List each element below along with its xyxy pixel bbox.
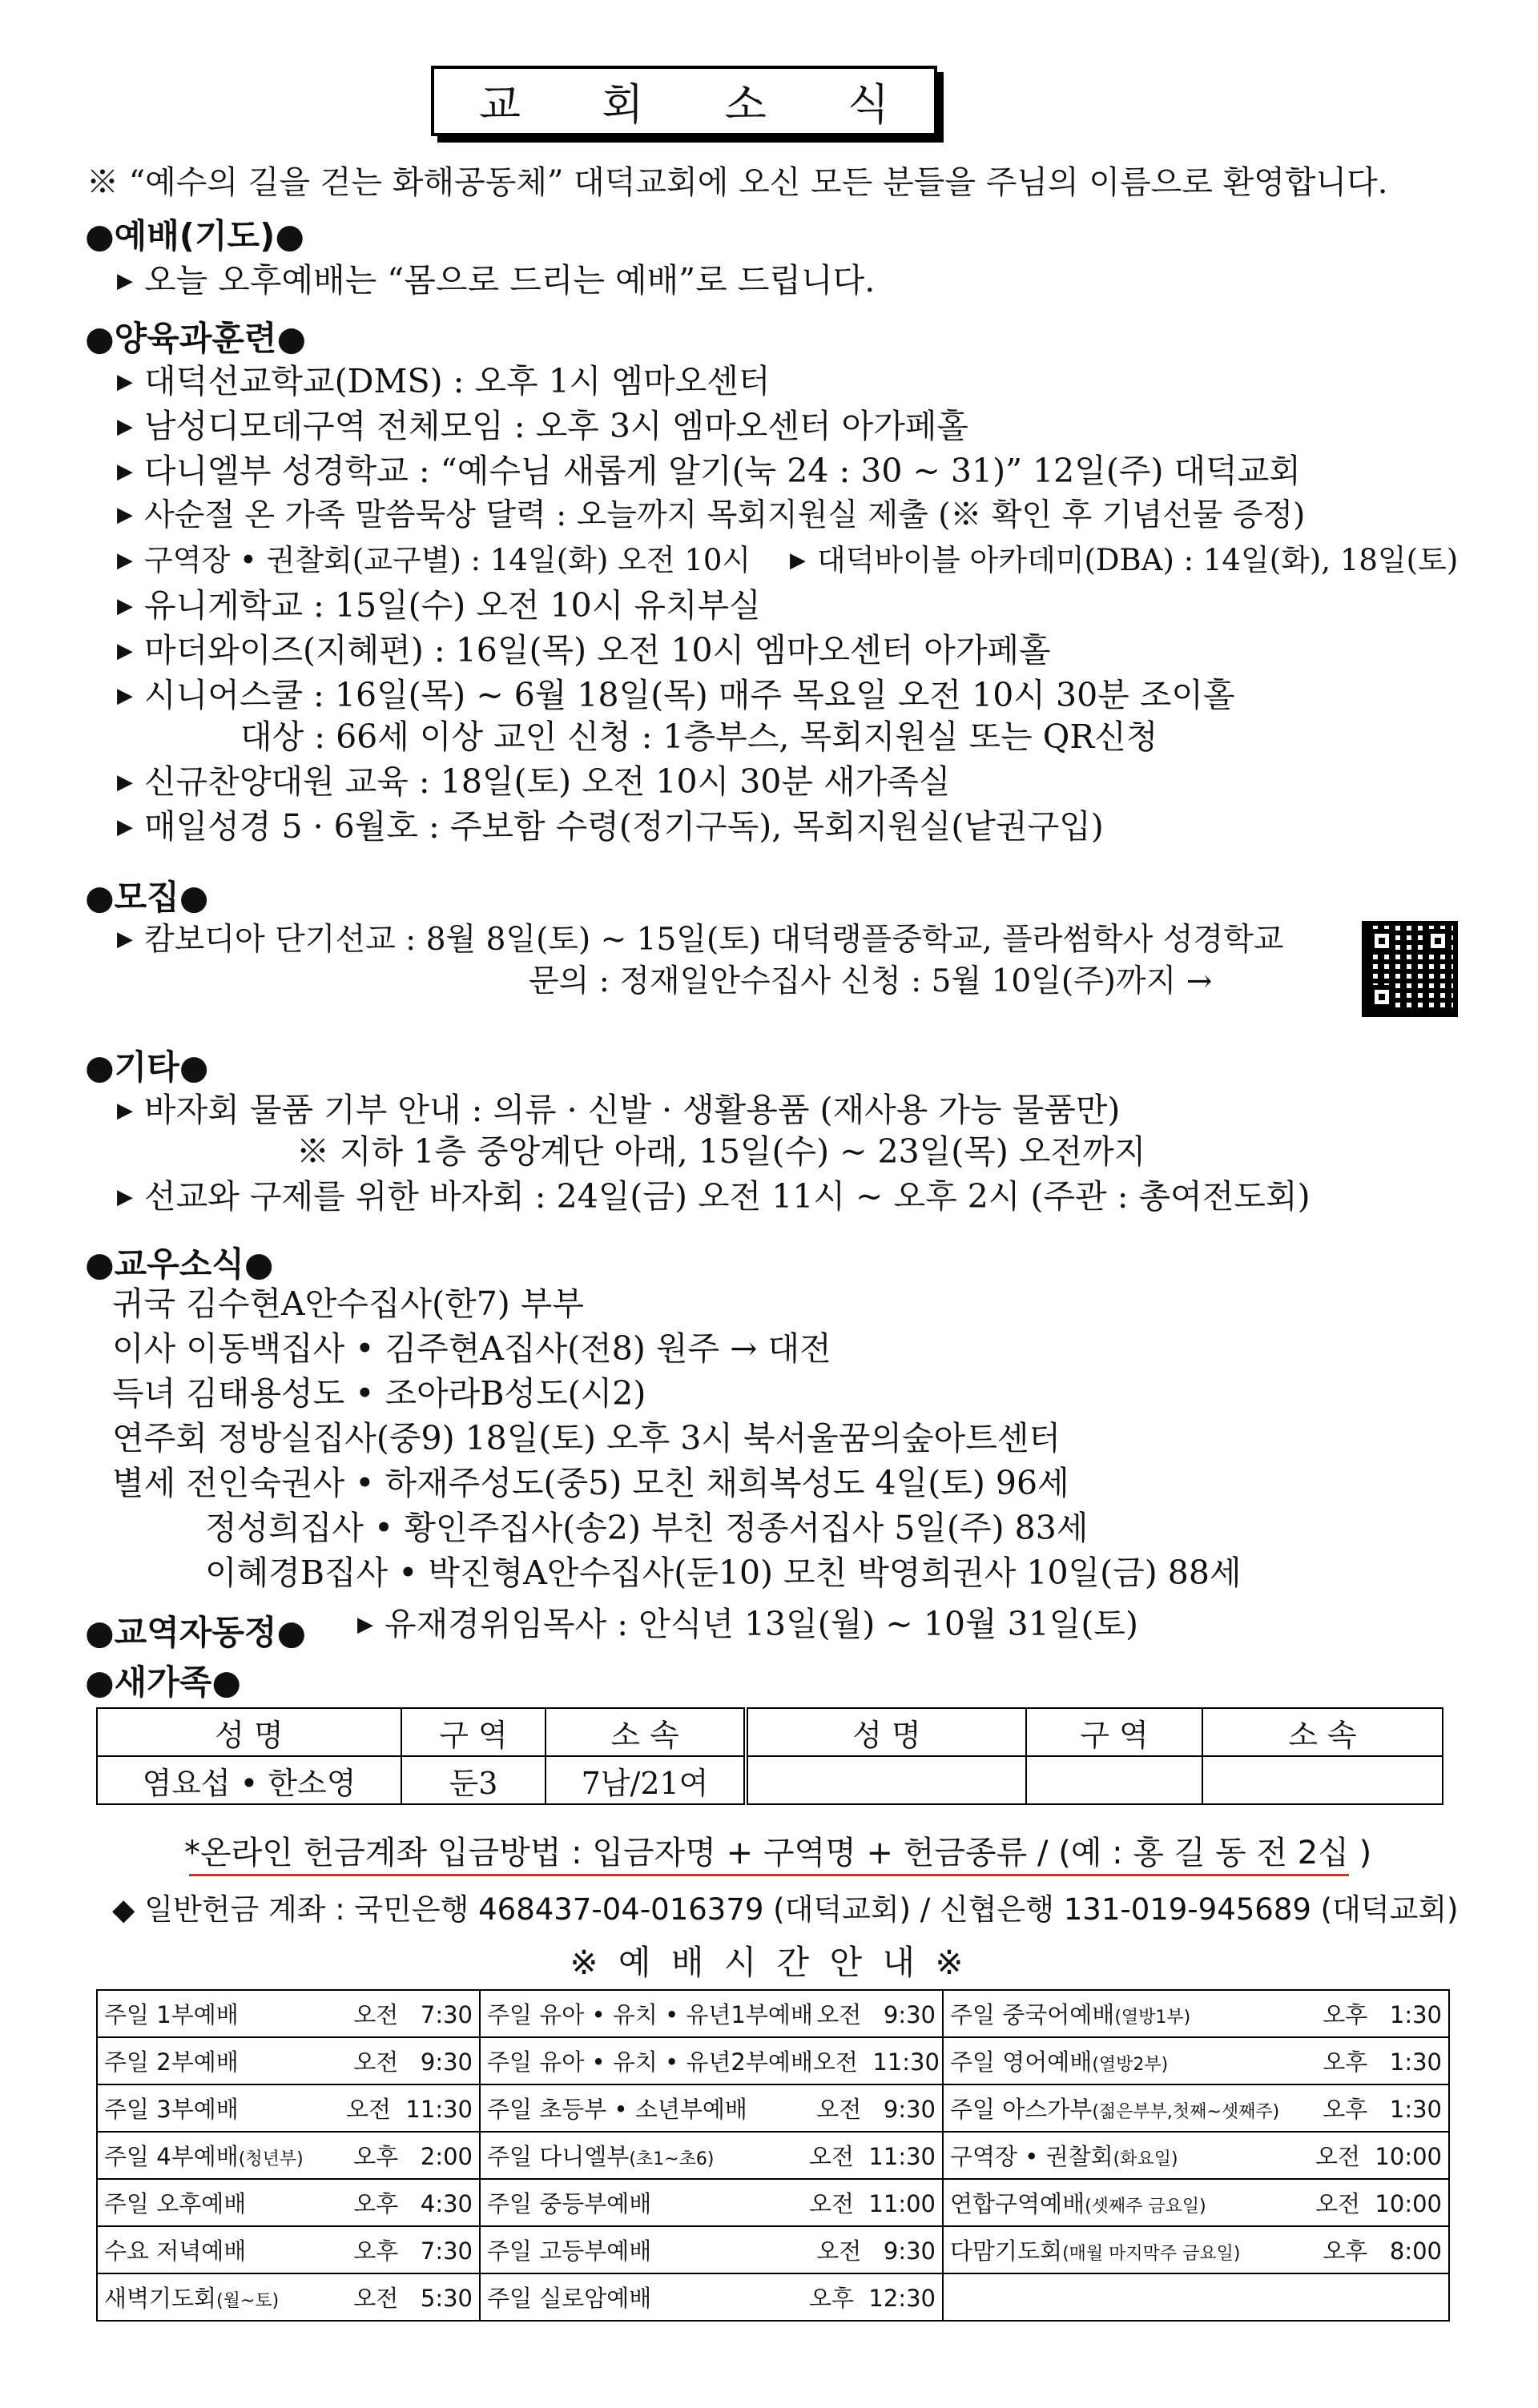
- service-name: [487, 2281, 651, 2314]
- schedule-entry: [104, 2281, 473, 2314]
- schedule-cell: [480, 2132, 943, 2179]
- list-item: ▶ 선교와 구제를 위한 바자회 : 24일(금) 오전 11시 ~ 오후 2시 (주관 : 총여전도회): [117, 1177, 1311, 1216]
- service-name-text: 주일 고등부예배: [487, 2237, 652, 2265]
- header-cell: 소 속: [546, 1708, 746, 1756]
- service-name: [950, 2233, 1241, 2266]
- service-name-text: 새벽기도회: [104, 2285, 217, 2312]
- bullet-triangle-icon: ▶: [117, 770, 133, 794]
- schedule-entry: [104, 2092, 473, 2125]
- service-name-text: 주일 1부예배: [104, 2001, 239, 2028]
- table-row: [97, 2179, 1449, 2226]
- schedule-entry: [950, 2139, 1442, 2172]
- service-schedule-table: [96, 1989, 1450, 2322]
- list-item: ▶ 유니게학교 : 15일(수) 오전 10시 유치부실: [117, 586, 761, 625]
- list-item: ※ 지하 1층 중앙계단 아래, 15일(수) ~ 23일(목) 오전까지: [296, 1132, 1146, 1171]
- service-name: [104, 2092, 239, 2125]
- list-item: ▶ 다니엘부 성경학교 : “예수님 새롭게 알기(눅 24 : 30 ~ 31)” 12일(주) 대덕교회: [117, 452, 1301, 490]
- page-title: 교 회 소 식: [431, 66, 937, 136]
- service-name-text: 주일 유아 • 유치 • 유년2부예배: [487, 2048, 813, 2076]
- service-name: [487, 2139, 714, 2172]
- service-name: [487, 1997, 813, 2030]
- service-name-text: 주일 오후예배: [104, 2190, 247, 2217]
- schedule-cell: [480, 1990, 943, 2037]
- table-cell: 염요섭 • 한소영: [97, 1756, 401, 1804]
- service-name-text: 수요 저녁예배: [104, 2237, 247, 2265]
- service-name-text: 주일 3부예배: [104, 2096, 239, 2123]
- service-time: 오후 12:30: [808, 2285, 936, 2312]
- bullet-triangle-icon: ▶: [117, 1184, 133, 1209]
- service-name: [950, 2044, 1168, 2077]
- service-time: 오전 9:30: [816, 2001, 936, 2028]
- service-note: (월~토): [216, 2291, 280, 2311]
- schedule-cell: [943, 2273, 1449, 2321]
- schedule-cell: [943, 2132, 1449, 2179]
- list-item: ▶ 구역장 • 권찰회(교구별) : 14일(화) 오전 10시: [117, 541, 751, 582]
- service-name: [104, 1997, 239, 2030]
- table-header-row: [97, 1708, 1443, 1756]
- service-note: (열방1부): [1114, 2008, 1191, 2028]
- table-cell: [1202, 1756, 1443, 1804]
- bullet-triangle-icon: ▶: [117, 503, 133, 527]
- service-note: (젊은부부,첫째~셋째주): [1092, 2102, 1280, 2122]
- service-time: 오전 11:30: [812, 2048, 940, 2076]
- schedule-entry: [487, 2092, 936, 2125]
- schedule-cell: [480, 2084, 943, 2132]
- section-heading-training: ●양육과훈련●: [85, 319, 307, 358]
- schedule-entry: [950, 2092, 1442, 2125]
- service-note: (화요일): [1113, 2149, 1178, 2169]
- header-cell: 구 역: [1026, 1708, 1202, 1756]
- list-item: 정성희집사 • 황인주집사(송2) 부친 정종서집사 5일(주) 83세: [205, 1509, 1089, 1547]
- table-cell: [1026, 1756, 1202, 1804]
- service-name: [950, 2186, 1206, 2219]
- service-time: 오후 4:30: [353, 2190, 473, 2217]
- service-name-text: 주일 4부예배: [104, 2143, 239, 2170]
- service-time: 오전 5:30: [353, 2285, 473, 2312]
- schedule-cell: [97, 2226, 480, 2273]
- list-item: ▶ 캄보디아 단기선교 : 8월 8일(토) ~ 15일(토) 대덕랭플중학교, 플라썸학사 성경학교: [117, 922, 1284, 958]
- service-time: 오전 11:00: [808, 2190, 936, 2217]
- new-family-table: [96, 1707, 1443, 1805]
- schedule-entry: [950, 2186, 1442, 2219]
- list-item: ▶ 신규찬양대원 교육 : 18일(토) 오전 10시 30분 새가족실: [117, 762, 951, 801]
- header-cell: 구 역: [401, 1708, 546, 1756]
- section-heading-recruit: ●모집●: [85, 878, 209, 917]
- list-item: ▶ 매일성경 5 · 6월호 : 주보함 수령(정기구독), 목회지원실(낱권구입): [117, 807, 1104, 846]
- service-time: 오전 10:00: [1315, 2143, 1442, 2170]
- schedule-entry: [487, 2233, 936, 2266]
- list-item: ▶ 오늘 오후예배는 “몸으로 드리는 예배”로 드립니다.: [117, 261, 876, 299]
- section-heading-etc: ●기타●: [85, 1047, 209, 1087]
- list-item: ▶ 남성디모데구역 전체모임 : 오후 3시 엠마오센터 아가페홀: [117, 407, 969, 445]
- service-name-text: 주일 중등부예배: [487, 2190, 652, 2217]
- list-item: 연주회 정방실집사(중9) 18일(토) 오후 3시 북서울꿈의숲아트센터: [112, 1419, 1061, 1457]
- table-row: [97, 2273, 1449, 2321]
- service-name: [104, 2044, 239, 2077]
- schedule-cell: [943, 1990, 1449, 2037]
- header-cell: 성 명: [97, 1708, 401, 1756]
- list-item: 이혜경B집사 • 박진형A안수집사(둔10) 모친 박영희권사 10일(금) 88세: [205, 1554, 1242, 1592]
- schedule-cell: [97, 2179, 480, 2226]
- schedule-entry: [487, 2139, 936, 2172]
- schedule-cell: [480, 2226, 943, 2273]
- list-item: ▶ 대덕선교학교(DMS) : 오후 1시 엠마오센터: [117, 362, 771, 400]
- service-name: [104, 2186, 246, 2219]
- bullet-triangle-icon: ▶: [790, 548, 806, 573]
- service-name: [487, 2044, 813, 2077]
- service-time: 오후 1:30: [1323, 2001, 1442, 2028]
- service-time: 오후 8:00: [1323, 2237, 1442, 2265]
- service-time: 오후 2:00: [353, 2143, 473, 2170]
- service-name-text: 주일 영어예배: [950, 2048, 1093, 2076]
- schedule-entry: [487, 1997, 936, 2030]
- list-item: 문의 : 정재일안수집사 신청 : 5월 10일(주)까지 →: [529, 963, 1213, 999]
- schedule-cell: [480, 2273, 943, 2321]
- service-time: 오전 9:30: [816, 2237, 936, 2265]
- schedule-cell: [97, 2037, 480, 2084]
- service-note: (셋째주 금요일): [1085, 2197, 1206, 2217]
- bullet-triangle-icon: ▶: [117, 683, 133, 708]
- schedule-entry: [950, 2044, 1442, 2077]
- qr-code-icon[interactable]: [1362, 921, 1458, 1017]
- schedule-cell: [97, 2132, 480, 2179]
- service-name: [487, 2092, 747, 2125]
- service-name-text: 주일 중국어예배: [950, 2001, 1115, 2028]
- schedule-entry: [104, 1997, 473, 2030]
- section-heading-newfamily: ●새가족●: [85, 1662, 242, 1702]
- service-name-text: 주일 실로암예배: [487, 2285, 652, 2312]
- service-time: 오전 10:00: [1315, 2190, 1442, 2217]
- schedule-entry: [104, 2186, 473, 2219]
- service-time: 오전 7:30: [353, 2001, 473, 2028]
- qr-finder-icon: [1370, 929, 1394, 953]
- service-name: [950, 1997, 1190, 2030]
- service-name-text: 주일 유아 • 유치 • 유년1부예배: [487, 2001, 813, 2028]
- service-time: 오전 11:30: [345, 2096, 473, 2123]
- qr-finder-icon: [1370, 985, 1394, 1009]
- bullet-triangle-icon: ▶: [117, 593, 133, 618]
- section-heading-worship: ●예배(기도)●: [85, 216, 304, 255]
- list-item: ▶ 유재경위임목사 : 안식년 13일(월) ~ 10월 31일(토): [357, 1605, 1138, 1643]
- service-name: [487, 2233, 651, 2266]
- schedule-cell: [97, 2273, 480, 2321]
- table-row: [97, 2084, 1449, 2132]
- table-cell: 7남/21여: [546, 1756, 746, 1804]
- list-item: 득녀 김태용성도 • 조아라B성도(시2): [112, 1374, 646, 1413]
- offering-account: ◆ 일반헌금 계좌 : 국민은행 468437-04-016379 (대덕교회) / 신협은행 131-019-945689 (대덕교회): [112, 1892, 1459, 1927]
- service-time: 오전 9:30: [816, 2096, 936, 2123]
- table-row: [97, 2226, 1449, 2273]
- service-name-text: 주일 다니엘부: [487, 2143, 630, 2170]
- schedule-cell: [97, 1990, 480, 2037]
- service-name-text: 연합구역예배: [950, 2190, 1085, 2217]
- list-item: ▶ 사순절 온 가족 말씀묵상 달력 : 오늘까지 목회지원실 제출 (※ 확인 후 기념선물 증정): [117, 497, 1306, 533]
- service-name-text: 구역장 • 권찰회: [950, 2143, 1113, 2170]
- bullet-triangle-icon: ▶: [117, 548, 133, 573]
- list-item: ▶ 바자회 물품 기부 안내 : 의류 · 신발 · 생활용품 (재사용 가능 물품만): [117, 1091, 1121, 1129]
- schedule-entry: [950, 2233, 1442, 2266]
- schedule-cell: [943, 2179, 1449, 2226]
- service-time: 오전 11:30: [808, 2143, 936, 2170]
- section-heading-ministers: ●교역자동정●: [85, 1613, 307, 1652]
- list-item: 별세 전인숙권사 • 하재주성도(중5) 모친 채희복성도 4일(토) 96세: [112, 1464, 1069, 1502]
- welcome-text: ※ “예수의 길을 걷는 화해공동체” 대덕교회에 오신 모든 분들을 주님의 이름으로 환영합니다.: [87, 164, 1388, 201]
- header-cell: 소 속: [1202, 1708, 1443, 1756]
- service-time: 오전 9:30: [353, 2048, 473, 2076]
- service-note: (초1~초6): [629, 2149, 715, 2169]
- section-heading-members: ●교우소식●: [85, 1244, 274, 1284]
- header-cell: 성 명: [746, 1708, 1026, 1756]
- list-item: ▶ 마더와이즈(지혜편) : 16일(목) 오전 10시 엠마오센터 아가페홀: [117, 631, 1051, 669]
- red-underline: [189, 1874, 1349, 1876]
- service-name: [487, 2186, 651, 2219]
- qr-finder-icon: [1426, 929, 1450, 953]
- bullet-triangle-icon: ▶: [117, 369, 133, 394]
- schedule-entry: [104, 2139, 473, 2172]
- bullet-triangle-icon: ▶: [117, 638, 133, 663]
- service-name: [950, 2092, 1279, 2125]
- service-note: (청년부): [238, 2149, 304, 2169]
- bullet-triangle-icon: ▶: [357, 1612, 373, 1637]
- list-item: 귀국 김수현A안수집사(한7) 부부: [112, 1284, 585, 1323]
- schedule-entry: [487, 2281, 936, 2314]
- schedule-entry: [104, 2233, 473, 2266]
- schedule-entry: [104, 2044, 473, 2077]
- service-name-text: 주일 아스가부: [950, 2096, 1093, 2123]
- schedule-cell: [480, 2179, 943, 2226]
- service-name-text: 주일 2부예배: [104, 2048, 239, 2076]
- online-offering-note: *온라인 헌금계좌 입금방법 : 입금자명 + 구역명 + 헌금종류 / (예 : 홍 길 동 전 2십 ): [184, 1835, 1372, 1871]
- list-item: ▶ 대덕바이블 아카데미(DBA) : 14일(화), 18일(토): [790, 541, 1458, 582]
- schedule-cell: [480, 2037, 943, 2084]
- list-item: 대상 : 66세 이상 교인 신청 : 1층부스, 목회지원실 또는 QR신청: [240, 718, 1158, 756]
- table-row: [97, 1756, 1443, 1804]
- schedule-cell: [97, 2084, 480, 2132]
- service-name-text: 주일 초등부 • 소년부예배: [487, 2096, 747, 2123]
- bullet-triangle-icon: ▶: [117, 414, 133, 439]
- service-note: (매월 마지막주 금요일): [1062, 2244, 1241, 2264]
- bullet-triangle-icon: ▶: [117, 268, 133, 293]
- schedule-entry: [487, 2186, 936, 2219]
- bullet-triangle-icon: ▶: [117, 1098, 133, 1123]
- schedule-entry: [487, 2044, 940, 2077]
- table-cell: 둔3: [401, 1756, 546, 1804]
- service-note: (열방2부): [1092, 2055, 1169, 2075]
- service-schedule-title: ※ 예 배 시 간 안 내 ※: [570, 1943, 968, 1982]
- bullet-triangle-icon: ▶: [117, 814, 133, 839]
- schedule-cell: [943, 2226, 1449, 2273]
- service-name: [950, 2139, 1178, 2172]
- table-row: [97, 2132, 1449, 2179]
- schedule-entry: [950, 1997, 1442, 2030]
- schedule-cell: [943, 2084, 1449, 2132]
- bullet-triangle-icon: ▶: [117, 927, 133, 951]
- schedule-cell: [943, 2037, 1449, 2084]
- table-row: [97, 1990, 1449, 2037]
- service-name: [104, 2281, 279, 2314]
- list-item: ▶ 시니어스쿨 : 16일(목) ~ 6월 18일(목) 매주 목요일 오전 10시 30분 조이홀: [117, 676, 1235, 714]
- table-row: [97, 2037, 1449, 2084]
- service-time: 오후 7:30: [353, 2237, 473, 2265]
- table-cell: [746, 1756, 1026, 1804]
- service-time: 오후 1:30: [1323, 2096, 1442, 2123]
- service-name: [104, 2139, 304, 2172]
- bullet-triangle-icon: ▶: [117, 459, 133, 484]
- list-item: 이사 이동백집사 • 김주현A집사(전8) 원주 → 대전: [112, 1329, 831, 1368]
- service-name: [104, 2233, 246, 2266]
- service-name-text: 다맘기도회: [950, 2237, 1063, 2265]
- service-time: 오후 1:30: [1323, 2048, 1442, 2076]
